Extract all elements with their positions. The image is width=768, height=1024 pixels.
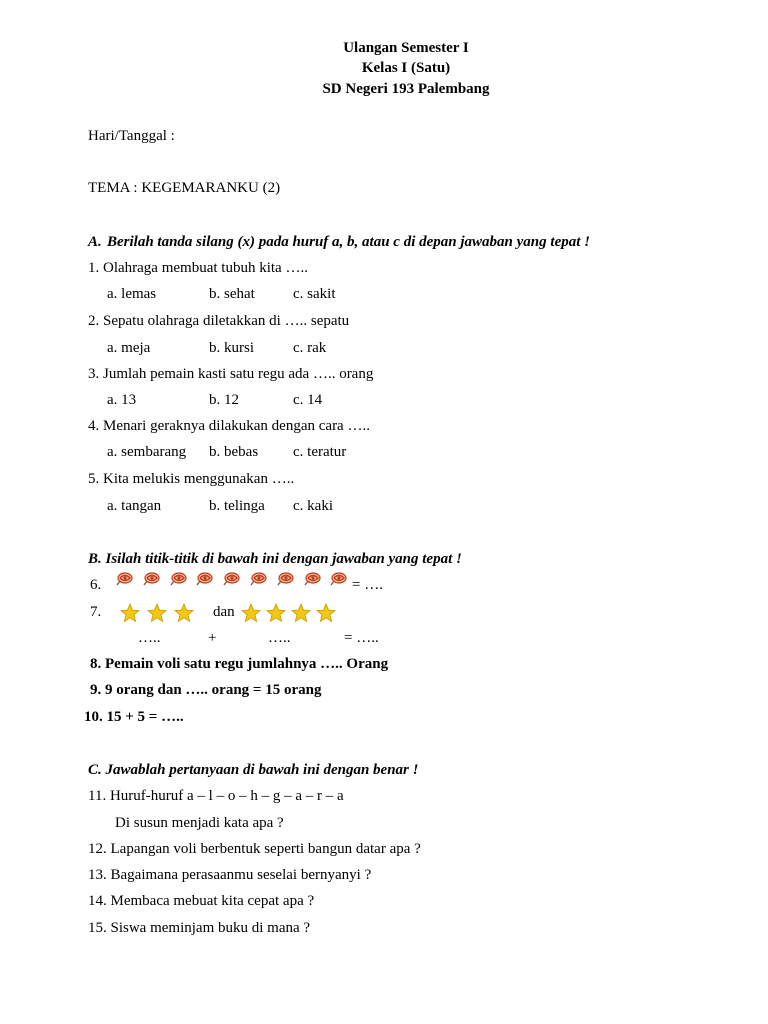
theme-label: TEMA : KEGEMARANKU (2) <box>88 180 281 196</box>
star-icon <box>266 603 286 623</box>
q5-option-a: a. tangan <box>107 498 162 514</box>
star-icon <box>120 603 140 623</box>
header-class: Kelas I (Satu) <box>361 60 451 76</box>
q4-option-c: c. teratur <box>293 444 347 460</box>
question-6-number: 6. <box>90 577 102 593</box>
q7-blank-1: ….. <box>138 630 161 646</box>
question-12: 12. Lapangan voli berbentuk seperti bangun datar apa ? <box>88 841 421 857</box>
candy-icon <box>303 572 321 586</box>
question-13: 13. Bagaimana perasaanmu seselai bernyanyi ? <box>88 867 372 883</box>
star-icon <box>241 603 261 623</box>
q1-option-a: a. lemas <box>107 286 157 302</box>
header-title: Ulangan Semester I <box>343 40 469 56</box>
question-9: 9. 9 orang dan ….. orang = 15 orang <box>90 682 322 698</box>
candy-icon <box>142 572 160 586</box>
question-5: 5. Kita melukis menggunakan ….. <box>88 471 295 487</box>
question-6-equals: = …. <box>352 577 383 593</box>
q7-blank-2: ….. <box>268 630 291 646</box>
question-7-dan: dan <box>213 604 235 620</box>
candy-icon <box>249 572 267 586</box>
section-c-heading: C. Jawablah pertanyaan di bawah ini dengan benar ! <box>88 762 419 778</box>
candy-icon <box>115 572 133 586</box>
date-label: Hari/Tanggal : <box>88 128 175 144</box>
q5-option-b: b. telinga <box>209 498 265 514</box>
q5-option-c: c. kaki <box>293 498 333 514</box>
q7-plus: + <box>208 630 217 646</box>
question-14: 14. Membaca mebuat kita cepat apa ? <box>88 893 315 909</box>
header-school: SD Negeri 193 Palembang <box>322 81 490 97</box>
q7-equals: = ….. <box>344 630 379 646</box>
q2-option-a: a. meja <box>107 340 151 356</box>
candy-icon <box>222 572 240 586</box>
candy-icon <box>169 572 187 586</box>
question-15: 15. Siswa meminjam buku di mana ? <box>88 920 311 936</box>
q4-option-b: b. bebas <box>209 444 259 460</box>
q1-option-b: b. sehat <box>209 286 255 302</box>
question-11: 11. Huruf-huruf a – l – o – h – g – a – r – a <box>88 788 344 804</box>
star-icon <box>291 603 311 623</box>
q3-option-a: a. 13 <box>107 392 137 408</box>
candy-icon <box>276 572 294 586</box>
star-icon <box>316 603 336 623</box>
question-3: 3. Jumlah pemain kasti satu regu ada ….. orang <box>88 366 374 382</box>
q1-option-c: c. sakit <box>293 286 336 302</box>
question-1: 1. Olahraga membuat tubuh kita ….. <box>88 260 308 276</box>
star-icon <box>147 603 167 623</box>
question-11-continued: Di susun menjadi kata apa ? <box>115 815 284 831</box>
question-4: 4. Menari geraknya dilakukan dengan cara ….. <box>88 418 370 434</box>
section-a-letter: A. <box>88 234 102 250</box>
question-2: 2. Sepatu olahraga diletakkan di ….. sepatu <box>88 313 350 329</box>
section-a-instruction: Berilah tanda silang (x) pada huruf a, b, atau c di depan jawaban yang tepat ! <box>107 234 590 250</box>
question-8: 8. Pemain voli satu regu jumlahnya ….. Orang <box>90 656 389 672</box>
question-7-number: 7. <box>90 604 102 620</box>
section-b-heading: B. Isilah titik-titik di bawah ini dengan jawaban yang tepat ! <box>88 551 462 567</box>
question-10: 10. 15 + 5 = ….. <box>84 709 184 725</box>
q4-option-a: a. sembarang <box>107 444 187 460</box>
candy-icon <box>329 572 347 586</box>
star-icon <box>174 603 194 623</box>
q3-option-b: b. 12 <box>209 392 239 408</box>
candy-icon <box>195 572 213 586</box>
q2-option-c: c. rak <box>293 340 327 356</box>
q2-option-b: b. kursi <box>209 340 254 356</box>
q3-option-c: c. 14 <box>293 392 323 408</box>
